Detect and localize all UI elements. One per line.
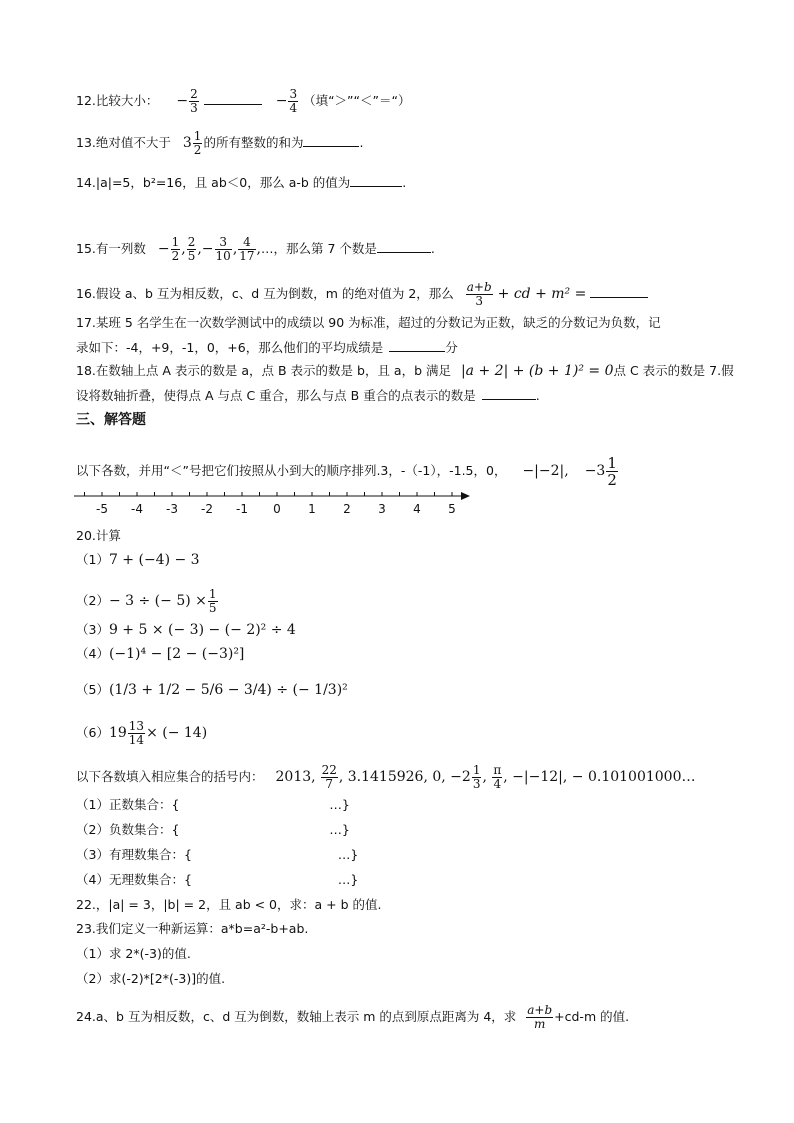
q17-answer-blank[interactable] — [389, 339, 445, 352]
q24-fraction: $\frac{a+b}{m}$ — [527, 1003, 553, 1031]
q13-suffix: 的所有整数的和为 — [203, 135, 304, 150]
set-negative: （2）负数集合：{ …} — [76, 822, 350, 837]
question-12: 12.比较大小： − $\frac{2}{3}$ − $\frac{3}{4}$ （填“＞”“＜”＝“） — [76, 87, 411, 115]
number-line-label: 4 — [413, 502, 421, 516]
number-line-label: 2 — [343, 502, 351, 516]
number-line-label: -4 — [131, 502, 143, 516]
q15-answer-blank[interactable] — [377, 240, 431, 253]
q16-expression: + cd + m² = — [497, 286, 587, 302]
q12-prefix: 12.比较大小： — [76, 93, 159, 108]
number-line-label: 1 — [308, 502, 316, 516]
q12-suffix: （填“＞”“＜”＝“） — [303, 93, 411, 108]
q14-answer-blank[interactable] — [350, 174, 402, 187]
question-14: 14.|a|=5，b²=16，且 ab＜0，那么 a-b 的值为 . — [76, 175, 407, 190]
question-20-title: 20.计算 — [76, 528, 121, 543]
question-13: 13.绝对值不大于 3 $\frac{1}{2}$ 的所有整数的和为 . — [76, 129, 364, 157]
question-18-line1: 18.在数轴上点 A 表示的数是 a，点 B 表示的数是 b，且 a，b 满足 |a + 2| + (b + 1)² = 0点 C 表示的数是 7.假 — [76, 363, 734, 379]
q15-prefix: 15.有一列数 — [76, 241, 146, 256]
q18-expression: |a + 2| + (b + 1)² = 0 — [460, 363, 614, 379]
q23-part-1: （1）求 2*(-3)的值. — [76, 946, 191, 961]
question-23: 23.我们定义一种新运算：a*b=a²-b+ab. — [76, 921, 309, 936]
q20-item-4: （4）(−1)⁴ − [2 − (−3)²] — [76, 646, 245, 662]
q23-part-2: （2）求(-2)*[2*(-3)]的值. — [76, 971, 226, 986]
q20-item-1: （1）7 + (−4) − 3 — [76, 552, 200, 568]
q20-item-2-fraction: $\frac{1}{5}$ — [208, 587, 217, 615]
q15-fraction-3: $\frac{3}{10}$ — [215, 235, 231, 263]
arrow-right-icon — [461, 492, 470, 500]
q16-answer-blank[interactable] — [590, 285, 648, 298]
question-19: 以下各数，并用“＜”号把它们按照从小到大的顺序排列.3，-（-1），-1.5，0， −|−2|, −3 $\frac{1}{2}$ — [76, 454, 617, 489]
question-17-line2: 录如下：-4，+9，-1，0，+6，那么他们的平均成绩是 分 — [76, 340, 458, 355]
q13-fraction: $\frac{1}{2}$ — [193, 129, 202, 157]
number-line-label: 3 — [378, 502, 386, 516]
question-16 — [76, 281, 648, 308]
q12-fraction-a: $\frac{2}{3}$ — [190, 87, 198, 115]
q12-fraction-b: $\frac{3}{4}$ — [289, 87, 298, 115]
q20-item-6: （6）19 $\frac{13}{14}$ × (− 14) — [76, 719, 208, 747]
q20-item-3: （3）9 + 5 × (− 3) − (− 2)² ÷ 4 — [76, 622, 296, 638]
number-line-label: 5 — [448, 502, 456, 516]
q18-answer-blank[interactable] — [482, 387, 536, 400]
set-irrational: （4）无理数集合：{ …} — [76, 872, 359, 887]
question-24: 24.a、b 互为相反数，c、d 互为倒数，数轴上表示 m 的点到原点距离为 4，求 $\frac{a+b}{m}$ +cd-m 的值. — [76, 1003, 630, 1031]
q21-fraction-pi-4: $\frac{\pi}{4}$ — [493, 763, 502, 791]
q14-text: 14.|a|=5，b²=16，且 ab＜0，那么 a-b 的值为 — [76, 175, 351, 190]
q13-answer-blank[interactable] — [303, 134, 359, 147]
q20-item-6-fraction: $\frac{13}{14}$ — [128, 719, 145, 747]
question-22: 22.，|a| = 3，|b| = 2，且 ab < 0，求：a + b 的值. — [76, 897, 382, 912]
q12-answer-blank[interactable] — [204, 92, 262, 105]
q19-abs-value: −|−2|, — [522, 463, 569, 479]
number-line-label: -1 — [236, 502, 248, 516]
q20-item-5: （5）(1/3 + 1/2 − 5/6 − 3/4) ÷ (− 1/3)² — [76, 682, 348, 698]
q13-whole: 3 — [182, 135, 192, 151]
question-15: 15.有一列数 − $\frac{1}{2}$ , $\frac{2}{5}$ ,− $\frac{3}{10}$ , $\frac{4}{17}$ ,…，那么第 7 个数是 . — [76, 235, 435, 263]
q16-fraction: $\frac{a+b}{3}$ — [466, 280, 492, 308]
q21-fraction-1-3: $\frac{1}{3}$ — [472, 763, 481, 791]
q16-prefix: 16.假设 a、b 互为相反数，c、d 互为倒数，m 的绝对值为 2，那么 — [76, 286, 454, 301]
q20-item-2: （2）− 3 ÷ (− 5) × $\frac{1}{5}$ — [76, 587, 217, 615]
number-line-label: -3 — [166, 502, 178, 516]
q15-suffix: ，那么第 7 个数是 — [273, 241, 377, 256]
section-heading: 三、解答题 — [76, 412, 146, 428]
q19-mixed-fraction: $\frac{1}{2}$ — [607, 454, 617, 489]
q15-fraction-4: $\frac{4}{17}$ — [239, 235, 255, 263]
number-line-label: -2 — [201, 502, 213, 516]
q21-fraction-22-7: $\frac{22}{7}$ — [321, 763, 337, 791]
number-line-label: 0 — [273, 502, 281, 516]
q15-fraction-2: $\frac{2}{5}$ — [187, 235, 196, 263]
set-rational: （3）有理数集合：{ …} — [76, 847, 359, 862]
number-line — [72, 488, 472, 518]
number-line-label: -5 — [96, 502, 108, 516]
q15-fraction-1: $\frac{1}{2}$ — [171, 235, 180, 263]
q13-prefix: 13.绝对值不大于 — [76, 135, 171, 150]
set-positive: （1）正数集合：{ …} — [76, 797, 350, 812]
question-17-line1: 17.某班 5 名学生在一次数学测试中的成绩以 90 为标准，超过的分数记为正数，缺乏的分数记为负数，记 — [76, 315, 661, 330]
question-18-line2: 设将数轴折叠，使得点 A 与点 C 重合，那么与点 B 重合的点表示的数是 . — [76, 388, 540, 403]
question-21: 以下各数填入相应集合的括号内： 2013, $\frac{22}{7}$ , 3.1415926, 0, −2 $\frac{1}{3}$ , $\frac{\pi}{4}$ , −|−12|, − 0.101001000… — [76, 763, 696, 791]
